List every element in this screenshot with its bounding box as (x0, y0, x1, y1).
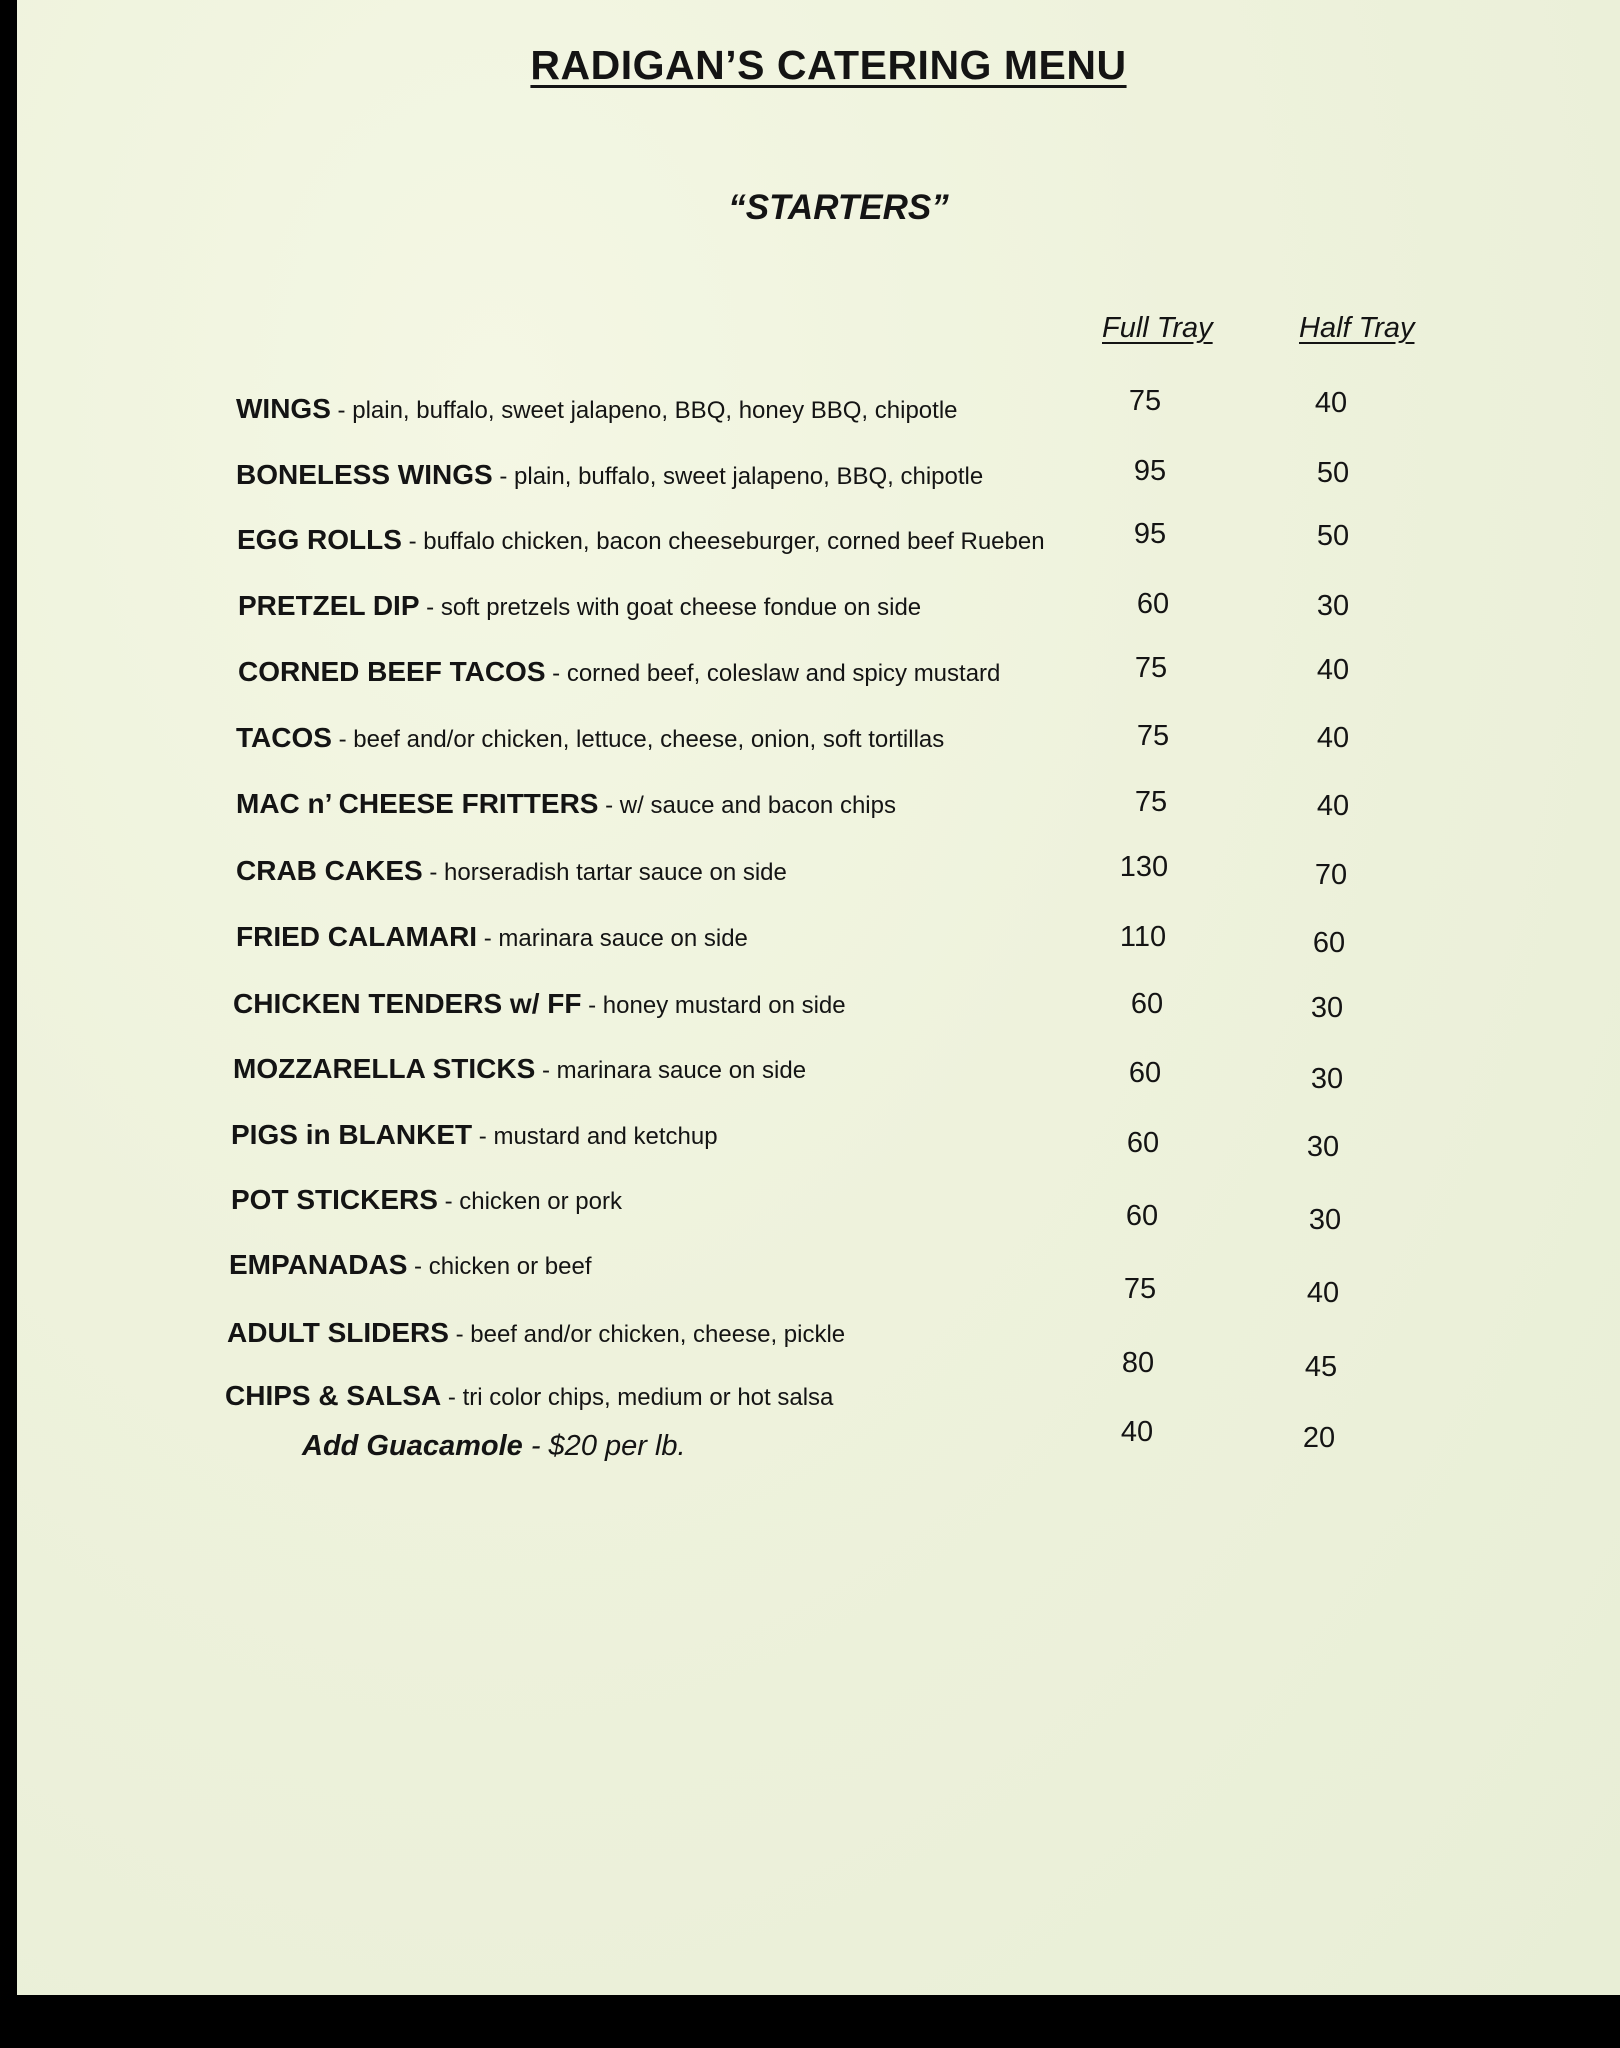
item-description: tri color chips, medium or hot salsa (462, 1384, 834, 1411)
item-name: PIGS in BLANKET (231, 1119, 473, 1150)
item-name: POT STICKERS (231, 1184, 438, 1215)
item-separator: - (437, 1188, 460, 1215)
item-separator: - (545, 660, 567, 687)
item-separator: - (331, 726, 354, 753)
item-description: marinara sauce on side (498, 925, 748, 952)
half-tray-price: 40 (1306, 1277, 1340, 1309)
full-tray-price: 75 (1136, 720, 1170, 752)
half-tray-price: 30 (1306, 1131, 1340, 1163)
item-description: mustard and ketchup (493, 1123, 718, 1150)
item-name: TACOS (236, 722, 332, 753)
half-tray-price: 30 (1316, 590, 1350, 622)
half-tray-price: 20 (1302, 1422, 1336, 1454)
full-tray-price: 60 (1128, 1057, 1162, 1089)
menu-item (229, 1249, 591, 1281)
full-tray-price: 95 (1133, 518, 1167, 550)
item-name: MOZZARELLA STICKS (233, 1053, 536, 1084)
item-description: chicken or beef (428, 1253, 592, 1280)
menu-item (237, 524, 1045, 556)
full-tray-price: 80 (1121, 1347, 1155, 1379)
full-tray-price: 40 (1120, 1416, 1154, 1448)
item-name: BONELESS WINGS (236, 459, 493, 490)
menu-item (233, 1053, 806, 1085)
item-separator: - (441, 1384, 463, 1411)
full-tray-price: 60 (1126, 1127, 1160, 1159)
half-tray-price: 60 (1312, 927, 1346, 959)
section-heading: “STARTERS” (728, 188, 949, 227)
menu-item-row (17, 590, 1620, 630)
item-description: beef and/or chicken, cheese, pickle (470, 1321, 846, 1348)
menu-item (231, 1184, 622, 1216)
item-name: CHIPS & SALSA (225, 1380, 442, 1411)
full-tray-price: 130 (1119, 851, 1169, 883)
full-tray-price: 60 (1130, 988, 1164, 1020)
menu-title: RADIGAN’S CATERING MENU (530, 42, 1127, 88)
item-name: FRIED CALAMARI (236, 921, 478, 952)
menu-item (236, 393, 958, 425)
menu-item (236, 855, 787, 887)
half-tray-price: 45 (1304, 1351, 1338, 1383)
menu-item-row (17, 455, 1620, 499)
menu-item (236, 921, 748, 953)
menu-item (227, 1317, 845, 1349)
half-tray-price: 40 (1314, 387, 1348, 419)
menu-page (17, 0, 1620, 1995)
menu-item (238, 656, 1000, 688)
item-description: plain, buffalo, sweet jalapeno, BBQ, chipotle (514, 463, 984, 490)
half-tray-price: 40 (1316, 654, 1350, 686)
item-separator: - (419, 594, 441, 621)
full-tray-price: 75 (1134, 786, 1168, 818)
item-separator: - (407, 1253, 429, 1280)
menu-item-row (17, 518, 1620, 564)
item-name: EGG ROLLS (237, 524, 402, 555)
menu-item-row (17, 788, 1620, 828)
item-name: PRETZEL DIP (238, 590, 420, 621)
item-name: CORNED BEEF TACOS (238, 656, 546, 687)
full-tray-price: 75 (1128, 385, 1162, 417)
half-tray-price: 30 (1310, 992, 1344, 1024)
full-tray-price: 110 (1119, 921, 1167, 953)
item-separator: - (422, 859, 445, 886)
full-tray-price: 75 (1134, 652, 1168, 684)
item-name: WINGS (236, 393, 331, 424)
item-description: buffalo chicken, bacon cheeseburger, corned beef Rueben (423, 528, 1045, 555)
half-tray-price: 40 (1316, 722, 1350, 754)
item-description: corned beef, coleslaw and spicy mustard (566, 660, 1001, 687)
item-separator: - (492, 463, 515, 490)
item-separator: - (477, 925, 499, 952)
full-tray-header: Full Tray (1102, 312, 1213, 344)
menu-item (225, 1380, 833, 1412)
menu-item-row (17, 1184, 1620, 1236)
menu-item (236, 459, 983, 491)
item-description: soft pretzels with goat cheese fondue on side (440, 594, 922, 621)
full-tray-price: 95 (1133, 455, 1167, 487)
item-description: chicken or pork (459, 1188, 622, 1215)
menu-item-row (17, 1249, 1620, 1309)
half-tray-price: 30 (1308, 1204, 1342, 1236)
half-tray-price: 50 (1316, 520, 1350, 552)
guacamole-note: Add Guacamole - $20 per lb. (302, 1430, 686, 1462)
item-description: plain, buffalo, sweet jalapeno, BBQ, honey BBQ, chipotle (352, 397, 958, 424)
item-separator: - (472, 1123, 494, 1150)
menu-item-row (17, 385, 1620, 433)
half-tray-price: 70 (1314, 859, 1348, 891)
menu-item-row (17, 988, 1620, 1028)
item-description: honey mustard on side (602, 992, 846, 1019)
full-tray-price: 60 (1125, 1200, 1159, 1232)
item-name: EMPANADAS (229, 1249, 408, 1280)
item-description: horseradish tartar sauce on side (444, 859, 787, 886)
full-tray-price: 75 (1123, 1273, 1157, 1305)
item-separator: - (448, 1321, 471, 1348)
item-separator: - (535, 1057, 557, 1084)
half-tray-price: 50 (1316, 457, 1350, 489)
item-separator: - (581, 992, 603, 1019)
menu-item (231, 1119, 718, 1151)
item-separator: - (401, 528, 424, 555)
item-description: w/ sauce and bacon chips (619, 792, 896, 819)
menu-item-row (17, 1119, 1620, 1163)
menu-item-row (17, 921, 1620, 961)
menu-item (238, 590, 921, 622)
half-tray-price: 30 (1310, 1063, 1344, 1095)
menu-item-row (17, 652, 1620, 696)
menu-item (233, 988, 846, 1020)
full-tray-price: 60 (1136, 588, 1170, 620)
item-description: marinara sauce on side (556, 1057, 807, 1084)
item-name: CRAB CAKES (236, 855, 423, 886)
half-tray-header: Half Tray (1299, 312, 1415, 344)
menu-item-row (17, 851, 1620, 895)
menu-item (236, 788, 896, 820)
item-separator: - (330, 397, 353, 424)
item-name: CHICKEN TENDERS w/ FF (233, 988, 582, 1019)
item-name: ADULT SLIDERS (227, 1317, 449, 1348)
item-description: beef and/or chicken, lettuce, cheese, onion, soft tortillas (353, 726, 945, 753)
menu-item-row (17, 722, 1620, 762)
half-tray-price: 40 (1316, 790, 1350, 822)
item-name: MAC n’ CHEESE FRITTERS (236, 788, 599, 819)
menu-item-row (17, 1053, 1620, 1093)
menu-item-row (17, 1317, 1620, 1383)
item-separator: - (598, 792, 620, 819)
menu-item (236, 722, 944, 754)
